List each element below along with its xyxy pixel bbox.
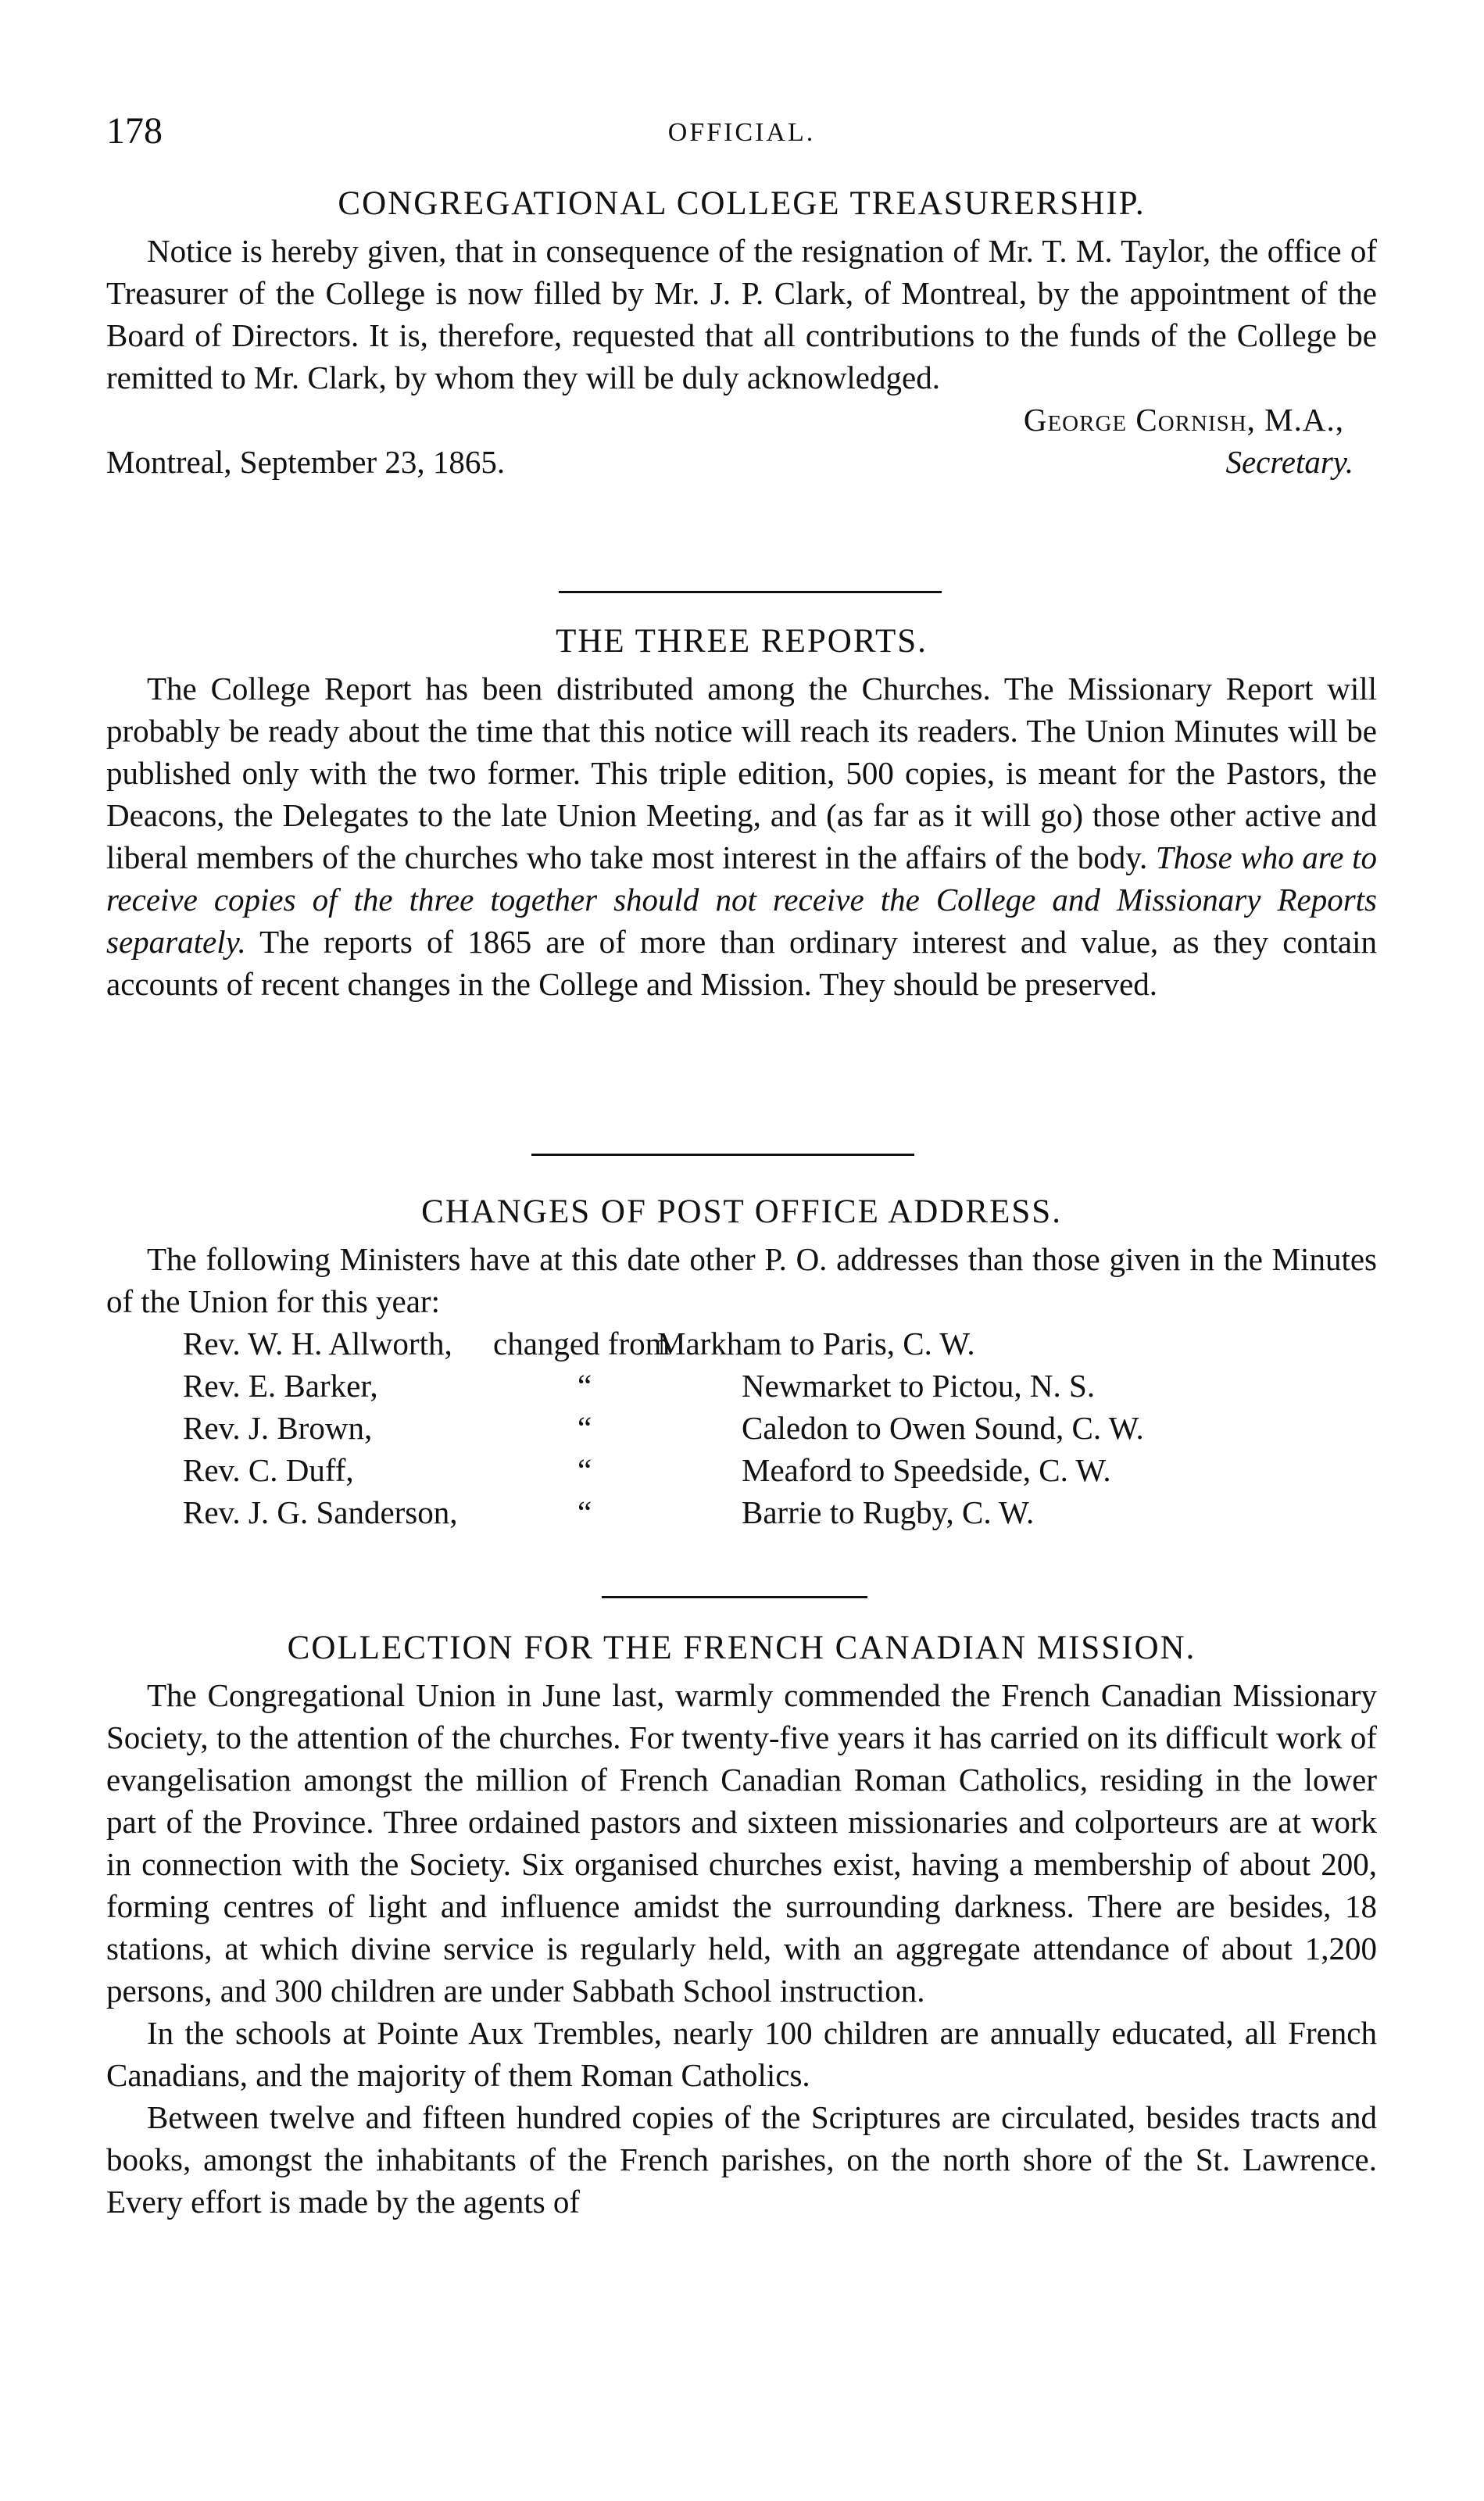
list-item: Rev. J. G. Sanderson, “ Barrie to Rugby, C. W. [183,1494,1035,1530]
running-head: OFFICIAL. [667,118,816,147]
section-divider [602,1596,867,1598]
section-divider [559,591,942,593]
section-title: THE THREE REPORTS. [556,623,928,660]
page-number: 178 [106,110,163,152]
section-divider [531,1154,914,1156]
list-item: Rev. E. Barker, “ Newmarket to Pictou, N. S. [183,1368,1096,1404]
date: Montreal, September 23, 1865. [106,444,506,480]
list-item: Rev. W. H. Allworth, changed from Markham to Paris, C. W. [183,1326,975,1361]
paragraph: Notice is hereby given, that in consequence of the resignation of Mr. T. M. Taylor, the office of Treasurer of the College is now filled by Mr. J. P. Clark, of Montreal, by the appointment of the Board of Directors. It is, therefore, requested that all contributions to the funds of the College be remitted to Mr. Clark, by whom they will be duly acknowledged. [106,233,1377,395]
french-mission-section [106,1626,1377,2223]
three-reports-section [106,619,1377,1005]
list-item: Rev. J. Brown, “ Caledon to Owen Sound, C. W. [183,1410,1144,1446]
paragraph: The College Report has been distributed among the Churches. The Missionary Report will probably be ready about the time that this notice will reach its readers. The Union Minutes will be published only with the two former. This triple edition, 500 copies, is meant for the Pastors, the Deacons, the Delegates to the late Union Meeting, and (as far as it will go) those other active and liberal members of the churches who take most interest in the affairs of the body. Those who are to receive copies of the three together should not receive the College and Missionary Reports separately. The reports of 1865 are of more than ordinary interest and value, as they contain accounts of recent changes in the College and Mission. They should be preserved. [106,671,1377,1002]
italic-notice: Those who are to receive copies of the three together should not receive the College and Missionary Reports separately. [106,839,1377,960]
dateline [106,441,1377,483]
signature-name: George Cornish, M.A., [1023,402,1344,438]
signature-title: Secretary. [1225,444,1353,480]
address-change-list [106,1322,1377,1533]
page-header [106,108,1377,155]
paragraph: In the schools at Pointe Aux Trembles, nearly 100 children are annually educated, all French Canadians, and the majority of them Roman Catholics. [106,2015,1377,2093]
paragraph: The following Ministers have at this date other P. O. addresses than those given in the Minutes of the Union for this year: [106,1241,1377,1319]
paragraph: Between twelve and fifteen hundred copies of the Scriptures are circulated, besides tracts and books, amongst the inhabitants of the French parishes, on the north shore of the St. Lawrence. Every effort is made by the agents of [106,2099,1377,2220]
section-title: COLLECTION FOR THE FRENCH CANADIAN MISSION. [287,1630,1196,1666]
paragraph: The Congregational Union in June last, warmly commended the French Canadian Missionary Society, to the attention of the churches. For twenty-five years it has carried on its difficult work of evangelisation amongst the million of French Canadian Roman Catholics, residing in the lower part of the Province. Three ordained pastors and sixteen missionaries and colporteurs are at work in connection with the Society. Six organised churches exist, having a membership of about 200, forming centres of light and influence amidst the surrounding darkness. There are besides, 18 stations, at which divine service is regularly held, with an aggregate attendance of about 1,200 persons, and 300 children are under Sabbath School instruction. [106,1677,1377,2009]
section-title: CONGREGATIONAL COLLEGE TREASURERSHIP. [338,185,1146,222]
treasurership-section [106,181,1377,483]
section-title: CHANGES OF POST OFFICE ADDRESS. [421,1193,1062,1230]
post-office-section [106,1190,1377,1533]
list-item: Rev. C. Duff, “ Meaford to Speedside, C. W. [183,1452,1111,1488]
